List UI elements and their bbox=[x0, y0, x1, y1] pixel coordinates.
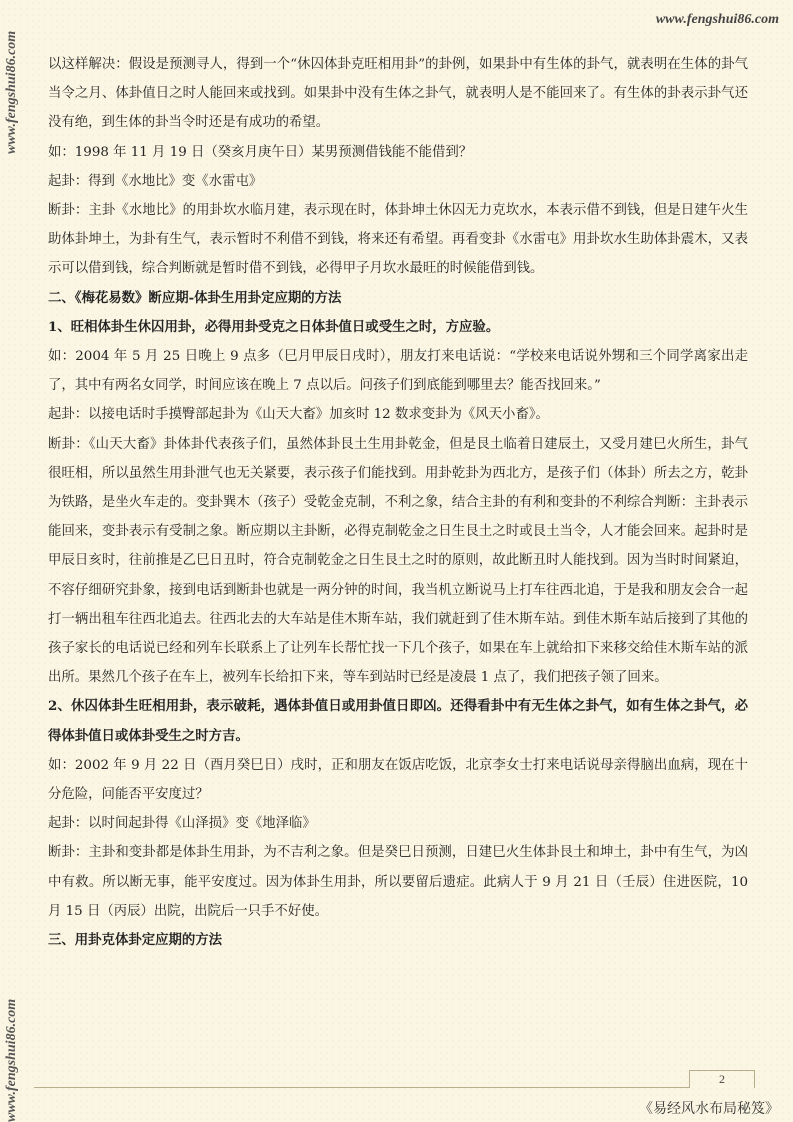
paragraph: 断卦：《山天大畜》卦体卦代表孩子们，虽然体卦艮土生用卦乾金，但是艮土临着日建辰土，又受月建巳火所生，卦气很旺相，所以虽然生用卦泄气也无关紧要，表示孩子们能找到。用卦乾卦为西北方，是孩子们（体卦）所去之方，乾卦为铁路，是坐火车走的。变卦巽木（孩子）受乾金克制，不利之象，结合主卦的有利和变卦的不利综合判断：主卦表示能回来，变卦表示有受制之象。断应期以主卦断，必得克制乾金之日生艮土之时或艮土当令，人才能会回来。起卦时是甲辰日亥时，往前推是乙巳日丑时，符合克制乾金之日生艮土之时的原则，故此断丑时人能找到。因为当时时间紧迫，不容仔细研究卦象，接到电话到断卦也就是一两分钟的时间，我当机立断说马上打车往西北追，于是我和朋友会合一起打一辆出租车往西北追去。往西北去的大车站是佳木斯车站，我们就赶到了佳木斯车站。到佳木斯车站后接到了其他的孩子家长的电话说已经和列车长联系上了让列车长帮忙找一下几个孩子，如果在车上就给扣下来移交给佳木斯车站的派出所。果然几个孩子在车上，被列车长给扣下来，等车到站时已经是凌晨 1 点了，我们把孩子领了回来。 bbox=[48, 436, 748, 686]
document-body bbox=[48, 50, 748, 955]
site-url-header: www.fengshui86.com bbox=[655, 12, 779, 27]
side-watermark-bottom: www.fengshui86.com bbox=[4, 998, 19, 1122]
section-heading: 三、用卦克体卦定应期的方法 bbox=[48, 932, 223, 949]
paragraph: 断卦：主卦《水地比》的用卦坎水临月建，表示现在时，体卦坤土休囚无力克坎水，本表示借不到钱，但是日建午火生助体卦坤土，为卦有生气，表示暂时不利借不到钱，将来还有希望。再看变卦《水雷屯》用卦坎水生助体卦震木，又表示可以借到钱，综合判断就是暂时借不到钱，必得甲子月坎水最旺的时候能借到钱。 bbox=[48, 203, 748, 277]
book-title: 《易经风水布局秘笈》 bbox=[639, 1101, 779, 1117]
paragraph: 如：2002 年 9 月 22 日（酉月癸巳日）戌时，正和朋友在饭店吃饭，北京李女士打来电话说母亲得脑出血病，现在十分危险，问能否平安度过？ bbox=[48, 757, 748, 803]
page-number: 2 bbox=[689, 1070, 755, 1088]
subsection-heading: 2、休囚体卦生旺相用卦，表示破耗，遇体卦值日或用卦值日即凶。还得看卦中有无生体之卦气，如有生体之卦气，必得体卦值日或体卦受生之时方吉。 bbox=[48, 698, 748, 744]
paragraph: 起卦：以接电话时手摸臀部起卦为《山天大畜》加亥时 12 数求变卦为《风天小畜》。 bbox=[48, 407, 549, 423]
subsection-heading: 1、旺相体卦生休囚用卦，必得用卦受克之日体卦值日或受生之时，方应验。 bbox=[48, 318, 500, 335]
paragraph: 起卦：以时间起卦得《山泽损》变《地泽临》 bbox=[48, 816, 316, 832]
paragraph: 起卦：得到《水地比》变《水雷屯》 bbox=[48, 173, 263, 189]
paragraph: 如：1998 年 11 月 19 日（癸亥月庚午日）某男预测借钱能不能借到？ bbox=[48, 144, 473, 160]
side-watermark-top: www.fengshui86.com bbox=[4, 30, 19, 154]
paragraph: 以这样解决：假设是预测寻人，得到一个“休囚体卦克旺相用卦”的卦例，如果卦中有生体的卦气，就表明在生体的卦气当令之月、体卦值日之时人能回来或找到。如果卦中没有生体之卦气，就表明人是不能回来了。有生体的卦表示卦气还没有绝，到生体的卦当令时还是有成功的希望。 bbox=[48, 57, 748, 131]
paragraph: 如：2004 年 5 月 25 日晚上 9 点多（巳月甲辰日戌时），朋友打来电话说：“学校来电话说外甥和三个同学离家出走了，其中有两名女同学，时间应该在晚上 7 点以后。问孩子们到底能到哪里去？能否找回来。” bbox=[48, 349, 748, 394]
section-heading: 二、《梅花易数》断应期-体卦生用卦定应期的方法 bbox=[48, 289, 342, 306]
paragraph: 断卦：主卦和变卦都是体卦生用卦，为不吉利之象。但是癸巳日预测，日建巳火生体卦艮土和坤土，卦中有生气，为凶中有救。所以断无事，能平安度过。因为体卦生用卦，所以要留后遗症。此病人于 9 月 21 日（壬辰）住进医院，10 月 15 日（丙辰）出院，出院后一只手不好使。 bbox=[48, 845, 748, 919]
footer-divider bbox=[34, 1087, 689, 1088]
